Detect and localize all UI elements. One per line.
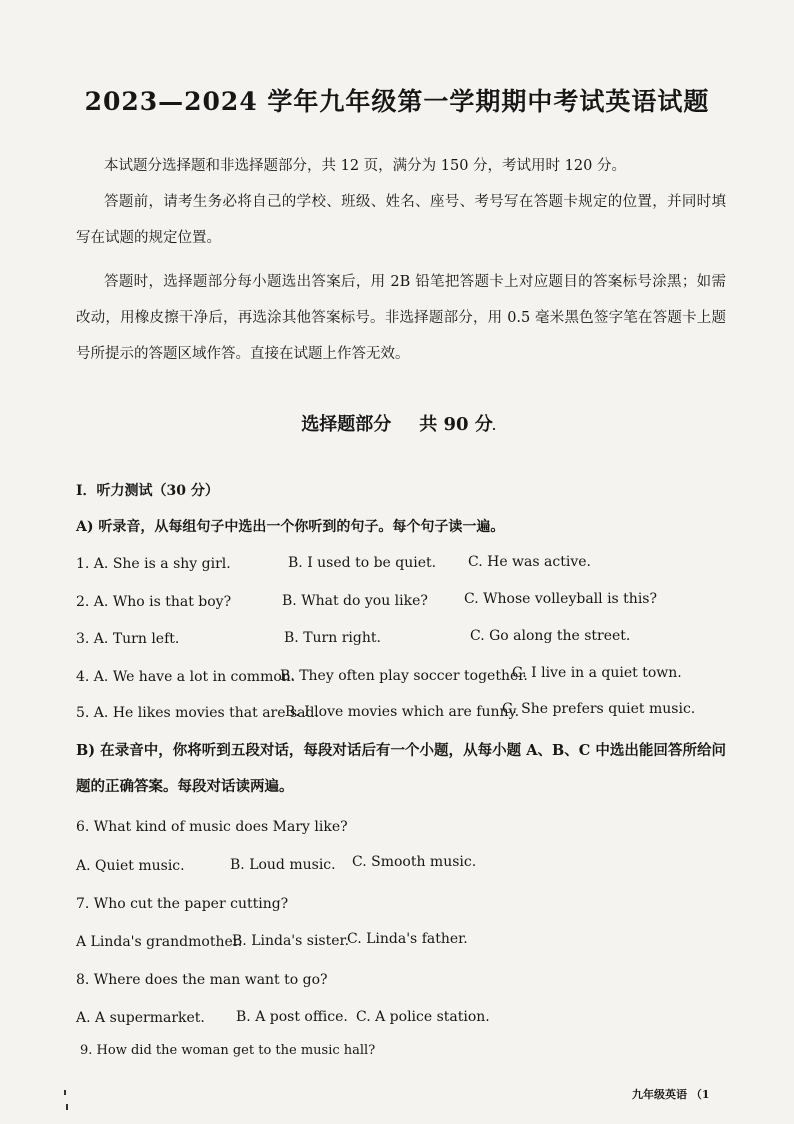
option-b: B. They often play soccer together. <box>280 668 528 684</box>
option-a: 5. A. He likes movies that are sad. <box>76 705 319 721</box>
option-c: C. Whose volleyball is this? <box>464 591 657 607</box>
option-b: B. Turn right. <box>284 630 381 646</box>
option-b: B. A post office. <box>236 1009 348 1025</box>
option-c: C. Smooth music. <box>352 854 477 870</box>
section-name: 选择题部分 <box>301 414 392 435</box>
option-c: C. Linda's father. <box>347 931 468 947</box>
option-b: B. Loud music. <box>230 857 336 873</box>
option-b: B. I love movies which are funny. <box>285 704 520 720</box>
question-7: 7. Who cut the paper cutting? <box>76 896 289 912</box>
option-b: B. What do you like? <box>282 593 428 609</box>
option-a: 1. A. She is a shy girl. <box>76 556 231 572</box>
exam-title: 2023—2024 学年九年级第一学期期中考试英语试题 <box>84 87 710 116</box>
option-c: C. Go along the street. <box>470 628 631 644</box>
option-b: B. Linda's sister. <box>232 933 350 949</box>
option-c: C. She prefers quiet music. <box>502 701 696 717</box>
section-heading <box>0 410 794 436</box>
instruction-paragraph-1: 本试题分选择题和非选择题部分，共 12 页，满分为 150 分，考试用时 120 分。 <box>104 158 626 174</box>
question-9: 9. How did the woman get to the music hall? <box>80 1043 376 1058</box>
question-6: 6. What kind of music does Mary like? <box>76 819 348 835</box>
part1-b-instruction: B) 在录音中，你将听到五段对话，每段对话后有一个小题，从每小题 A、B、C 中选出能回答所给问题的正确答案。每段对话读两遍。 <box>76 742 726 795</box>
part1-heading: I．听力测试（30 分） <box>76 483 219 499</box>
page-footer: 九年级英语 （1 <box>632 1088 710 1101</box>
option-a: 4. A. We have a lot in common. <box>76 669 296 685</box>
option-c: C. A police station. <box>356 1009 490 1025</box>
option-a: 3. A. Turn left. <box>76 631 180 647</box>
question-8: 8. Where does the man want to go? <box>76 972 328 988</box>
option-a: A. Quiet music. <box>76 858 185 874</box>
option-c: C. He was active. <box>468 554 591 570</box>
scan-speck <box>66 1104 68 1110</box>
option-a: A Linda's grandmother. <box>76 934 243 950</box>
part1-a-instruction: A) 听录音，从每组句子中选出一个你听到的句子。每个句子读一遍。 <box>76 519 505 535</box>
option-a: 2. A. Who is that boy? <box>76 594 232 610</box>
scan-speck <box>64 1090 66 1095</box>
instruction-paragraph-2: 答题前，请考生务必将自己的学校、班级、姓名、座号、考号写在答题卡规定的位置，并同时填写在试题的规定位置。 <box>76 194 726 246</box>
scan-speck <box>493 428 495 430</box>
section-score: 共 90 分 <box>419 414 493 435</box>
option-a: A. A supermarket. <box>76 1010 205 1026</box>
instruction-paragraph-3: 答题时，选择题部分每小题选出答案后，用 2B 铅笔把答题卡上对应题目的答案标号涂黑；如需改动，用橡皮擦干净后，再选涂其他答案标号。非选择题部分，用 0.5 毫米黑色签字笔在答题卡上题号所提示的答题区域作答。直接在试题上作答无效。 <box>76 274 726 362</box>
option-c: C. I live in a quiet town. <box>512 665 682 681</box>
option-b: B. I used to be quiet. <box>288 555 437 571</box>
